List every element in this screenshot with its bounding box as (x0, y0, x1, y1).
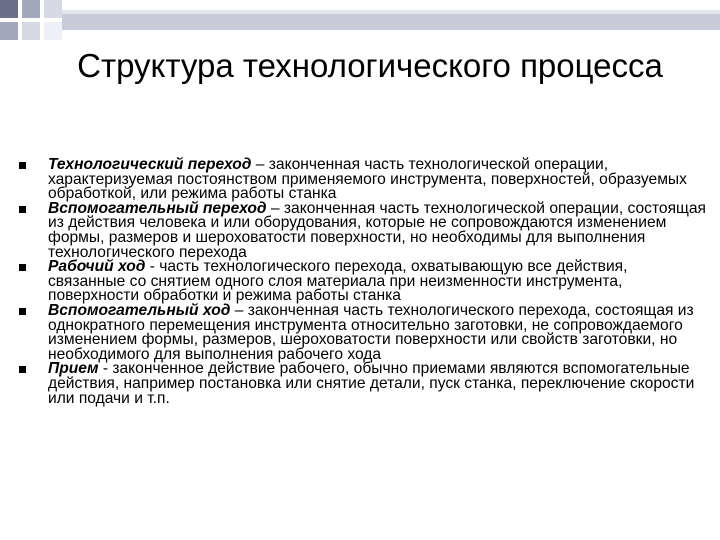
square-bullet-icon (19, 206, 26, 213)
square-bullet-icon (19, 264, 26, 271)
deco-square (22, 22, 40, 40)
square-bullet-icon (19, 162, 26, 169)
deco-band-highlight (62, 10, 720, 14)
square-bullet-icon (19, 366, 26, 373)
slide-title: Структура технологического процесса (77, 47, 663, 84)
definition: - законченное действие рабочего, обычно приемами являются вспомогательные действия, например постановка или снятие детали, пуск станка, переключение скорости или подачи и т.п. (48, 360, 695, 407)
definition: - часть технологического перехода, охватывающую все действия, связанные со снятием одного слоя материала при неизменности инструмента, поверхности обработки и режима работы станка (48, 258, 628, 305)
bullet-list (18, 158, 708, 406)
deco-square (44, 22, 62, 40)
definition: – законченная часть технологической операции, состоящая из действия человека и или оборудования, которые не сопровождаются изменением формы, размеров и шероховатости поверхности, но необходимы для выполнения технологического перехода (48, 199, 706, 261)
term: Технологический переход (48, 156, 252, 173)
list-item (18, 301, 708, 363)
term: Прием (48, 360, 99, 378)
deco-square (0, 0, 18, 18)
list-item (18, 260, 708, 304)
decorative-squares (0, 0, 720, 42)
definition: – законченная часть технологического перехода, состоящая из однократного перемещения инструмента относительно заготовки, не сопровождаемого изменением формы, размеров, шероховатости поверхности или свойств заготовки, но необходимого для выполнения рабочего хода (48, 301, 694, 363)
list-item (18, 158, 708, 202)
term: Вспомогательный переход (48, 199, 267, 217)
term: Рабочий ход (48, 258, 146, 276)
list-item (18, 199, 708, 261)
term: Вспомогательный ход (48, 301, 231, 319)
deco-square (22, 0, 40, 18)
deco-square (44, 0, 62, 18)
definition: – законченная часть технологической операции, характеризуемая постоянством применяемого инструмента, поверхностей, образуемых обработкой, или режима работы станка (48, 156, 687, 203)
list-item (18, 362, 708, 406)
deco-square (0, 22, 18, 40)
square-bullet-icon (19, 308, 26, 315)
